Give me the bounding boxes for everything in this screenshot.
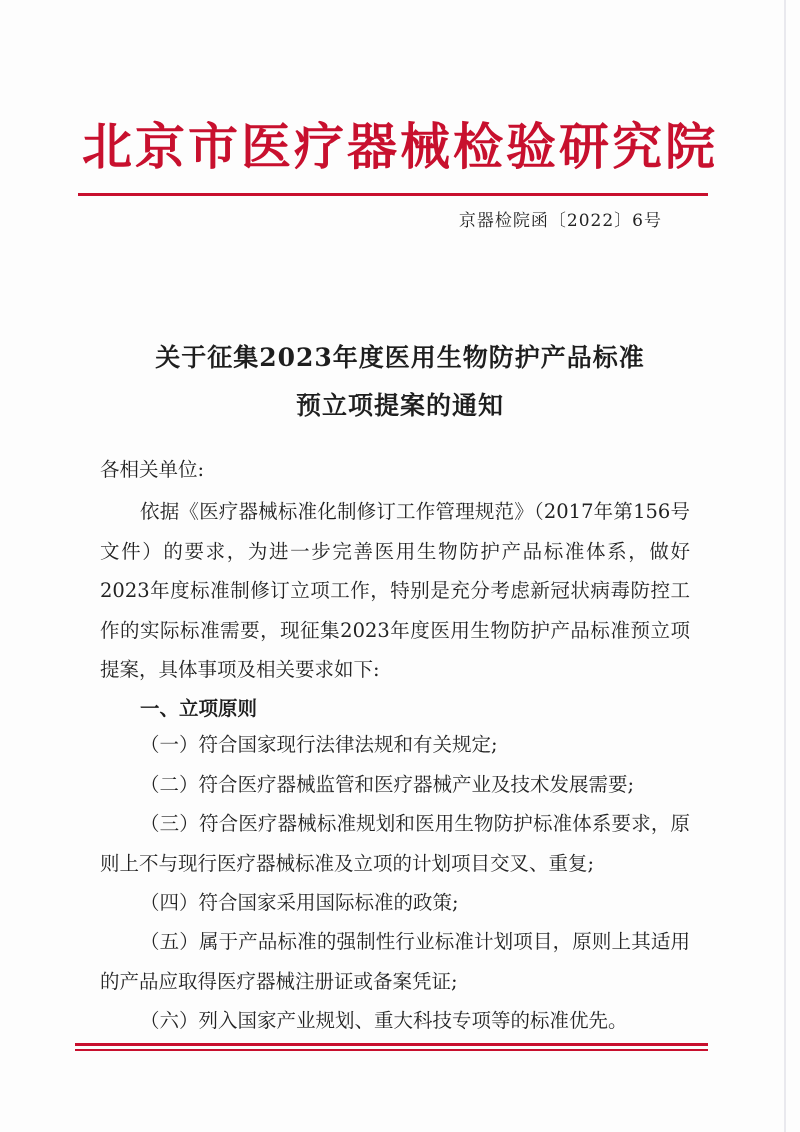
notice-title-line2: 预立项提案的通知 bbox=[295, 391, 504, 420]
principle-item-4: （四）符合国家采用国际标准的政策; bbox=[140, 891, 459, 914]
principle-item-3: （三）符合医疗器械标准规划和医用生物防护标准体系要求，原则上不与现行医疗器械标准及立项的计划项目交叉、重复; bbox=[100, 812, 690, 875]
salutation: 各相关单位: bbox=[100, 458, 205, 481]
section-heading-principles: 一、立项原则 bbox=[140, 697, 258, 720]
principle-item-1: （一）符合国家现行法律法规和有关规定; bbox=[140, 733, 498, 756]
scan-edge bbox=[784, 0, 786, 1132]
footer-red-rule bbox=[75, 1043, 708, 1046]
principle-item-6: （六）列入国家产业规划、重大科技专项等的标准优先。 bbox=[140, 1009, 628, 1032]
principle-item-5: （五）属于产品标准的强制性行业标准计划项目，原则上其适用的产品应取得医疗器械注册证或备案凭证; bbox=[100, 930, 690, 993]
notice-title-line1: 关于征集2023年度医用生物防护产品标准 bbox=[155, 343, 645, 372]
letterhead-org-name: 北京市医疗器械检验研究院 bbox=[82, 117, 718, 176]
letterhead-red-rule bbox=[78, 193, 708, 196]
footer-red-rule-thin bbox=[75, 1049, 708, 1051]
intro-paragraph: 依据《医疗器械标准化制修订工作管理规范》（2017年第156号文件）的要求，为进一步完善医用生物防护产品标准体系，做好2023年度标准制修订立项工作，特别是充分考虑新冠状病毒防控工作的实际标准需要，现征集2023年度医用生物防护产品标准预立项提案，具体事项及相关要求如下: bbox=[100, 500, 690, 681]
document-number: 京器检院函〔2022〕6号 bbox=[458, 211, 662, 231]
principle-item-2: （二）符合医疗器械监管和医疗器械产业及技术发展需要; bbox=[140, 773, 635, 796]
